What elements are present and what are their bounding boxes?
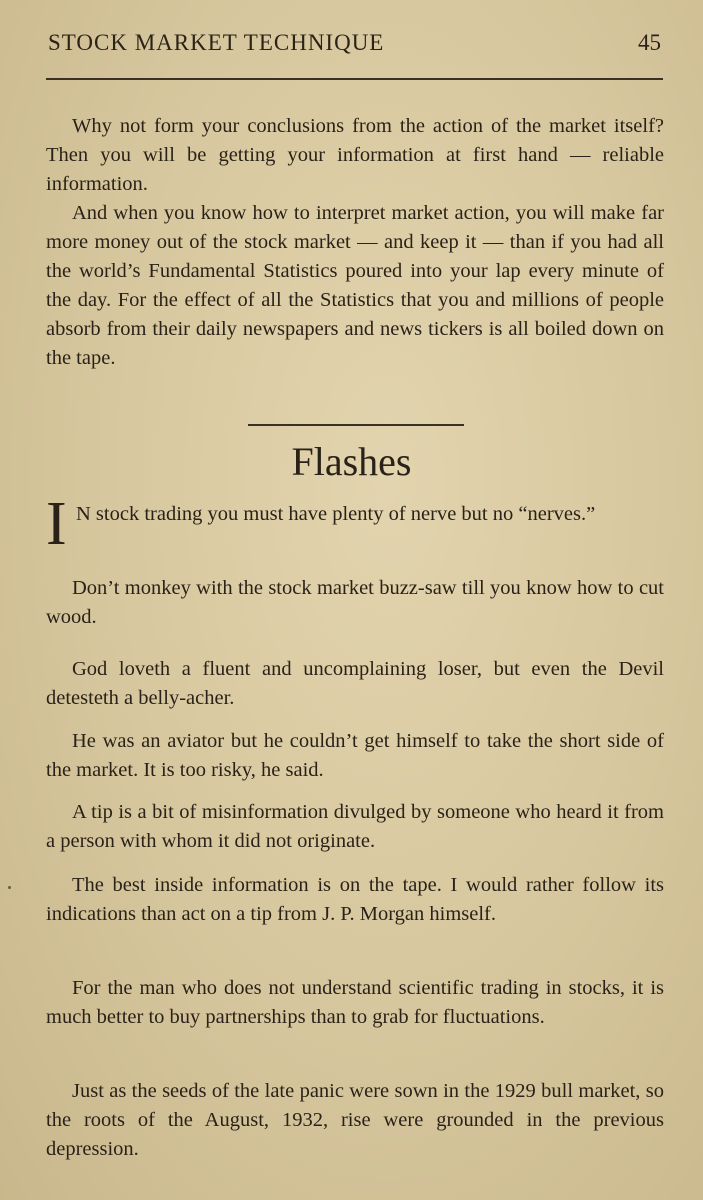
intro-paragraph: And when you know how to interpret market action, you will make far more money out of the stock market — and keep it — than if you had all the world’s Fundamental Statistics poured into your lap every minute of the day. For the effect of all the Statistics that you and millions of people absorb from their daily newspapers and news tickers is all boiled down on the tape. [46, 202, 664, 369]
intro-text [46, 112, 664, 373]
section-divider [248, 424, 464, 426]
flash-item: A tip is a bit of misinformation divulged by someone who heard it from a person with whom it did not originate. [46, 801, 664, 852]
flash-item: God loveth a fluent and uncomplaining loser, but even the Devil detesteth a belly-acher. [46, 658, 664, 709]
header-rule [46, 78, 663, 80]
flash-item: He was an aviator but he couldn’t get himself to take the short side of the market. It is too risky, he said. [46, 730, 664, 781]
flash-item: Don’t monkey with the stock market buzz-saw till you know how to cut wood. [46, 577, 664, 628]
intro-paragraph: Why not form your conclusions from the action of the market itself? Then you will be getting your information at first hand — reliable information. [46, 115, 664, 195]
paper-speck [8, 886, 11, 889]
section-title: Flashes [291, 439, 412, 484]
flash-item: N stock trading you must have plenty of nerve but no “nerves.” [76, 503, 596, 525]
running-header-title: STOCK MARKET TECHNIQUE [48, 30, 385, 55]
drop-cap: I [46, 490, 67, 558]
flash-item: Just as the seeds of the late panic were sown in the 1929 bull market, so the roots of the August, 1932, rise were grounded in the previous depression. [46, 1080, 664, 1160]
flash-item: For the man who does not understand scientific trading in stocks, it is much better to buy partnerships than to grab for fluctuations. [46, 977, 664, 1028]
flash-item: The best inside information is on the tape. I would rather follow its indications than act on a tip from J. P. Morgan himself. [46, 874, 664, 925]
page-number: 45 [638, 30, 661, 55]
